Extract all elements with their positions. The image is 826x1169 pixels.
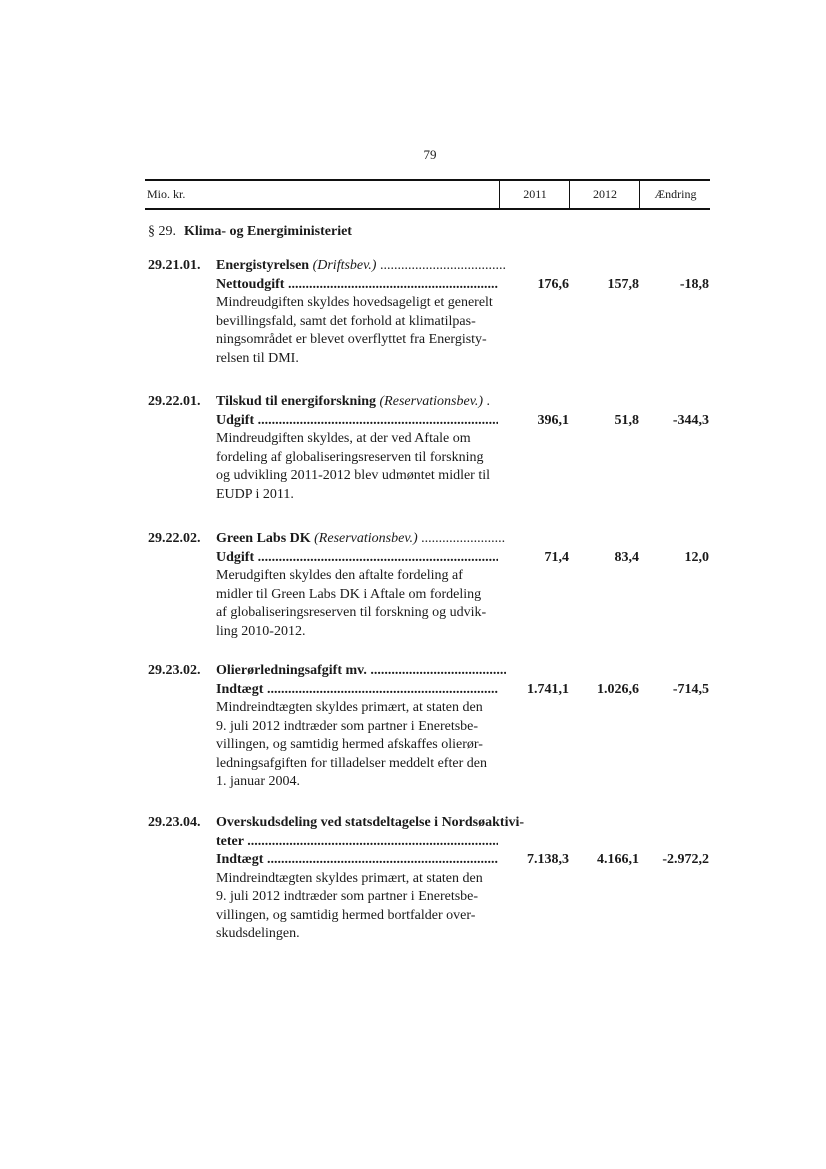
- entry-description: Mindreudgiften skyldes, at der ved Aftale om fordeling af globaliseringsreserven til forskning og udvikling 2011-2012 blev udmøntet midler til EUDP i 2011.: [216, 431, 491, 502]
- value-2012: 157,8: [607, 276, 639, 292]
- entry-title: Green Labs DK (Reservationsbev.) .....: [216, 530, 506, 549]
- value-2011: 396,1: [537, 412, 569, 428]
- header-year-2011: 2011: [499, 181, 570, 208]
- header-year-2012: 2012: [569, 181, 640, 208]
- page-number: 79: [423, 147, 437, 162]
- value-change: -2.972,2: [662, 852, 709, 867]
- entry-code: 29.22.01.: [148, 394, 201, 409]
- entry-title: Olierørledningsafgift mv. .....: [216, 662, 506, 681]
- entry-title: Tilskud til energiforskning (Reservationsbev.) .: [216, 394, 491, 409]
- value-2011: 71,4: [544, 549, 569, 565]
- entry-description: Mindreudgiften skyldes hovedsageligt et generelt bevillingsfald, samt det forhold at klimatilpas- ningsområdet er blevet overflyttet fra Energisty- relsen til DMI.: [216, 295, 493, 366]
- entry-code: 29.23.04.: [148, 815, 201, 830]
- entry-description: Mindreindtægten skyldes primært, at staten den 9. juli 2012 indtræder som partner i Eneretsbe- villingen, og samtidig hermed bortfalder over- skudsdelingen.: [216, 870, 483, 941]
- value-change: 12,0: [684, 549, 709, 565]
- entry-description: Mindreindtægten skyldes primært, at staten den 9. juli 2012 indtræder som partner i Eneretsbe- villingen, og samtidig hermed afskaffes olierør- ledningsafgiften for tilladelser meddelt efter den 1. januar 2004.: [216, 700, 487, 789]
- entry-code: 29.22.02.: [148, 531, 201, 546]
- section-paragraph: § 29.: [148, 224, 176, 239]
- value-change: -344,3: [672, 412, 709, 428]
- value-2012: 51,8: [614, 412, 639, 428]
- entry-code: 29.21.01.: [148, 258, 201, 273]
- value-2012: 1.026,6: [597, 681, 639, 697]
- value-change: -18,8: [679, 276, 709, 292]
- header-unit: Mio. kr.: [147, 187, 186, 201]
- entry-title-continuation: teter .....: [216, 833, 498, 852]
- entry-title: Energistyrelsen (Driftsbev.) .....: [216, 257, 506, 276]
- header-change: Ændring: [639, 181, 711, 208]
- entry-label: Udgift .....: [216, 412, 498, 431]
- entry-label: Udgift .....: [216, 549, 498, 568]
- entry-description: Merudgiften skyldes den aftalte fordeling af midler til Green Labs DK i Aftale om fordeling af globaliseringsreserven til forskning og udvik- ling 2010-2012.: [216, 568, 487, 639]
- value-2012: 83,4: [614, 549, 639, 565]
- value-2012: 4.166,1: [597, 852, 639, 867]
- value-2011: 7.138,3: [527, 852, 569, 867]
- entry-title: Overskudsdeling ved statsdeltagelse i Nordsøaktivi-: [216, 815, 525, 830]
- entry-label: Indtægt .....: [216, 851, 498, 870]
- section-heading: [148, 224, 352, 240]
- entry-code: 29.23.02.: [148, 663, 201, 678]
- section-title: Klima- og Energiministeriet: [184, 224, 352, 239]
- entry-label: Nettoudgift .....: [216, 276, 498, 295]
- value-change: -714,5: [672, 681, 709, 697]
- value-2011: 176,6: [537, 276, 569, 292]
- table-header: [145, 179, 710, 210]
- value-2011: 1.741,1: [527, 681, 569, 697]
- entry-label: Indtægt .....: [216, 681, 498, 700]
